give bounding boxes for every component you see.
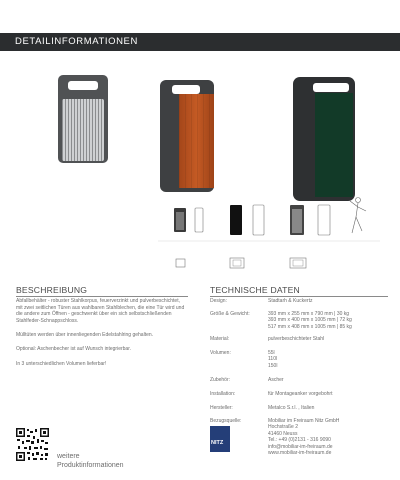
spec-value: Stadtarh & Kuckertz bbox=[268, 298, 313, 304]
spec-label: Hersteller: bbox=[210, 405, 233, 411]
spec-label: Installation: bbox=[210, 391, 236, 397]
spec-label: Volumen: bbox=[210, 350, 231, 356]
description-paragraph-1: Abfallbehälter - robuster Stahlkorpus, feuerverzinkt und pulverbeschichtet, mit zwei seitlichen Türen aus wahlbaren Stahlblechen, die eine Tür wird und die andere zum Öffnen - geschwenkt über ein sich selbstschließenden Stahlfeder-Schnappschloss. bbox=[16, 298, 185, 324]
product-image-wood-bin bbox=[160, 80, 214, 192]
description-paragraph-2: Mülltüten werden über innenliegenden Edelstahlring gehalten. bbox=[16, 332, 154, 338]
description-heading: BESCHREIBUNG bbox=[16, 285, 188, 297]
spec-value: Metalco S.r.l. , Italien bbox=[268, 405, 315, 411]
spec-label: Größe & Gewicht: bbox=[210, 311, 250, 317]
spec-value: Mobiliar im Freiraum Nitz GmbH Hochstraße 2 41460 Neuss Tel.: +49 (0)2131 - 316 9090 info@mobiliar-im-freiraum.de www.mobiliar-im-freiraum.de bbox=[268, 418, 340, 457]
product-image-wall-bin bbox=[58, 75, 108, 165]
header-bar bbox=[0, 33, 400, 51]
spec-label: Bezugsquelle: bbox=[210, 418, 242, 424]
spec-value: 393 mm x 255 mm x 790 mm | 30 kg 393 mm x 400 mm x 1005 mm | 72 kg 517 mm x 408 mm x 1005 mm | 85 kg bbox=[268, 311, 352, 330]
description-paragraph-4: In 3 unterschiedlichen Volumen lieferbar! bbox=[16, 361, 107, 367]
spec-value: Ascher bbox=[268, 377, 284, 383]
spec-value: 55l 110l 150l bbox=[268, 350, 278, 369]
logo-text: NITZ bbox=[211, 440, 224, 446]
spec-value: pulverbeschichteter Stahl bbox=[268, 336, 325, 342]
spec-value: für Montageanker vorgebohrt bbox=[268, 391, 333, 397]
spec-label: Zubehör: bbox=[210, 377, 231, 383]
specs-heading: TECHNISCHE DATEN bbox=[210, 285, 388, 297]
qr-caption: weitere Produktinformationen bbox=[57, 453, 124, 469]
product-image-green-bin bbox=[293, 77, 355, 201]
page-title: DETAILINFORMATIONEN bbox=[15, 36, 138, 47]
qr-code[interactable] bbox=[16, 428, 49, 461]
spec-label: Design: bbox=[210, 298, 227, 304]
spec-label: Material: bbox=[210, 336, 230, 342]
size-diagrams bbox=[158, 195, 380, 275]
nitz-logo bbox=[210, 426, 230, 452]
description-paragraph-3: Optional: Aschenbecher ist auf Wunsch integrierbar. bbox=[16, 346, 131, 352]
